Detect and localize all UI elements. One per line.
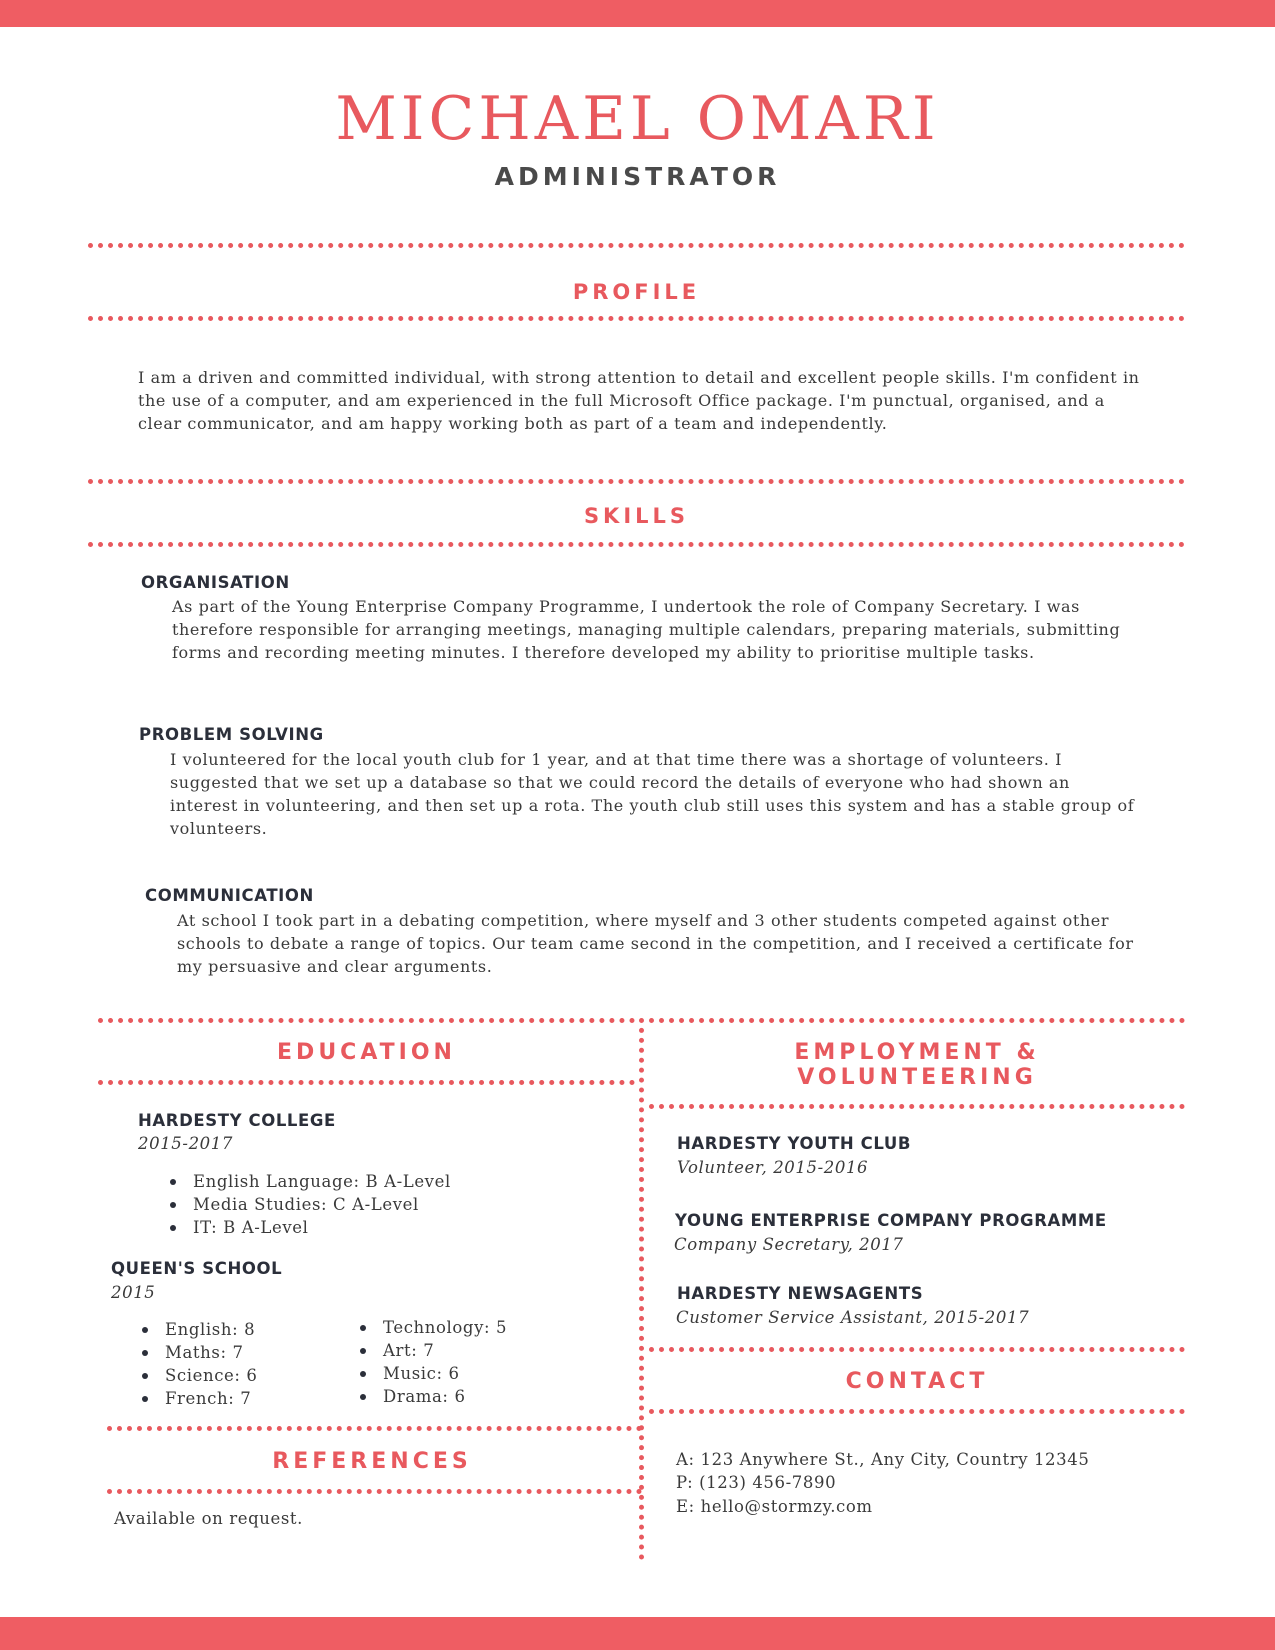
divider	[107, 1489, 642, 1494]
candidate-role: ADMINISTRATOR	[494, 162, 781, 191]
list-item: Technology: 5	[357, 1316, 507, 1339]
employment-heading-line: VOLUNTEERING	[797, 1065, 1037, 1090]
skill-text: I volunteered for the local youth club for 1 year, and at that time there was a shortage of volunteers. I suggested that we set up a database so that we could record the details of everyone who had shown an interest in volunteering, and then set up a rota. The youth club still uses this system and has a stable group of volunteers.	[170, 750, 1135, 838]
skill-title: COMMUNICATION	[145, 886, 314, 905]
skill-title: ORGANISATION	[141, 573, 290, 592]
references-heading: REFERENCES	[272, 1449, 472, 1474]
contact-phone: P: (123) 456-7890	[676, 1473, 837, 1492]
school-years: 2015-2017	[138, 1134, 233, 1153]
profile-heading: PROFILE	[572, 280, 701, 304]
bullet-icon	[360, 1348, 366, 1354]
list-item: IT: B A-Level	[167, 1216, 451, 1239]
school-years: 2015	[111, 1283, 156, 1302]
divider	[88, 243, 1185, 248]
divider	[98, 1080, 635, 1085]
school-name: HARDESTY COLLEGE	[138, 1111, 336, 1130]
bottom-accent-bar	[0, 1617, 1275, 1650]
contact-email[interactable]: E: hello@stormzy.com	[676, 1497, 873, 1516]
job-role: Company Secretary, 2017	[674, 1235, 904, 1254]
bullet-icon	[360, 1371, 366, 1377]
bullet-icon	[170, 1179, 176, 1185]
list-item: Music: 6	[357, 1362, 507, 1385]
skill-text: As part of the Young Enterprise Company Programme, I undertook the role of Company Secretary. I was therefore responsible for arranging meetings, managing multiple calendars, preparing materials, submitting forms and recording meeting minutes. I therefore developed my ability to prioritise multiple tasks.	[172, 597, 1121, 662]
bullet-icon	[360, 1325, 366, 1331]
divider	[649, 1018, 1185, 1023]
divider	[649, 1347, 1185, 1352]
list-item: English: 8	[139, 1318, 258, 1341]
list-item: French: 7	[139, 1387, 258, 1410]
column-divider	[639, 1018, 644, 1560]
divider	[88, 316, 1185, 321]
bullet-icon	[142, 1373, 148, 1379]
divider	[107, 1426, 642, 1431]
list-item: English Language: B A-Level	[167, 1170, 451, 1193]
divider	[649, 1409, 1185, 1414]
bullet-icon	[360, 1394, 366, 1400]
school-name: QUEEN'S SCHOOL	[111, 1259, 283, 1278]
divider	[88, 479, 1185, 484]
divider	[649, 1104, 1185, 1109]
skills-heading: SKILLS	[583, 504, 690, 528]
employment-heading-line: EMPLOYMENT &	[794, 1040, 1040, 1065]
top-accent-bar	[0, 0, 1275, 27]
job-organisation: HARDESTY NEWSAGENTS	[677, 1284, 924, 1303]
bullet-icon	[142, 1350, 148, 1356]
divider	[88, 542, 1185, 547]
list-item: Art: 7	[357, 1339, 507, 1362]
bullet-icon	[142, 1327, 148, 1333]
bullet-icon	[170, 1202, 176, 1208]
candidate-name: MICHAEL OMARI	[335, 84, 940, 154]
grades-list	[139, 1318, 258, 1410]
job-organisation: YOUNG ENTERPRISE COMPANY PROGRAMME	[675, 1211, 1107, 1230]
references-text: Available on request.	[114, 1509, 303, 1528]
employment-heading	[649, 1040, 1185, 1090]
education-heading: EDUCATION	[277, 1040, 456, 1065]
contact-heading: CONTACT	[845, 1369, 989, 1394]
skill-text: At school I took part in a debating competition, where myself and 3 other students competed against other schools to debate a range of topics. Our team came second in the competition, and I received a certificate for my persuasive and clear arguments.	[177, 911, 1134, 976]
job-role: Customer Service Assistant, 2015-2017	[676, 1308, 1030, 1327]
list-item: Maths: 7	[139, 1341, 258, 1364]
list-item: Science: 6	[139, 1364, 258, 1387]
list-item: Media Studies: C A-Level	[167, 1193, 451, 1216]
job-organisation: HARDESTY YOUTH CLUB	[677, 1134, 912, 1153]
bullet-icon	[142, 1396, 148, 1402]
grades-list	[357, 1316, 507, 1408]
job-role: Volunteer, 2015-2016	[677, 1158, 869, 1177]
bullet-icon	[170, 1225, 176, 1231]
contact-address: A: 123 Anywhere St., Any City, Country 12345	[676, 1450, 1090, 1469]
divider	[98, 1018, 635, 1023]
grades-list	[167, 1170, 451, 1239]
skill-title: PROBLEM SOLVING	[139, 725, 324, 744]
list-item: Drama: 6	[357, 1385, 507, 1408]
profile-text: I am a driven and committed individual, with strong attention to detail and excellent people skills. I'm confident in the use of a computer, and am experienced in the full Microsoft Office package. I'm punctual, organised, and a clear communicator, and am happy working both as part of a team and independently.	[138, 368, 1140, 433]
